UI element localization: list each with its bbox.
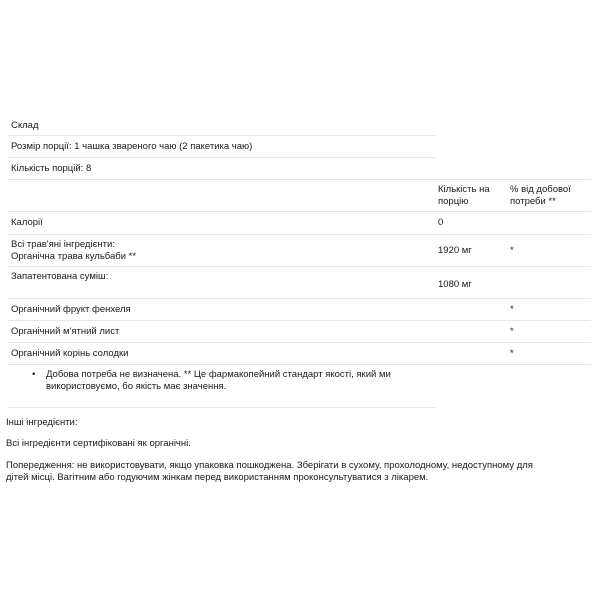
footnote-bullet: • bbox=[32, 369, 36, 380]
divider bbox=[8, 157, 436, 158]
divider bbox=[8, 298, 591, 299]
row-amount: 0 bbox=[438, 217, 444, 228]
divider bbox=[8, 135, 436, 136]
row-name: Органічний корінь солодки bbox=[11, 348, 129, 359]
divider bbox=[8, 211, 591, 212]
divider bbox=[8, 179, 591, 180]
facts-heading: Склад bbox=[11, 120, 39, 131]
servings-count: Кількість порцій: 8 bbox=[11, 163, 92, 174]
col-dv-header-1: % від добової bbox=[510, 184, 571, 195]
row-name-2: Органічна трава кульбаби ** bbox=[11, 251, 137, 262]
row-dv: * bbox=[510, 348, 514, 359]
other-ingredients-label: Інші інгредієнти: bbox=[6, 417, 78, 428]
col-amount-header-2: порцію bbox=[438, 196, 469, 207]
other-ingredients-text: Всі інгредієнти сертифіковані як органічні. bbox=[6, 438, 191, 449]
divider bbox=[8, 407, 436, 408]
row-amount: 1920 мг bbox=[438, 245, 472, 256]
row-name: Запатентована суміш: bbox=[11, 271, 109, 282]
warning-line-1: Попередження: не використовувати, якщо упаковка пошкоджена. Зберігати в сухому, прохолодному, недоступному для bbox=[6, 460, 533, 471]
divider bbox=[8, 364, 591, 365]
divider bbox=[8, 234, 591, 235]
warning-line-2: дітей місці. Вагітним або годуючим жінкам перед використанням проконсультуватися з лікарем. bbox=[6, 472, 429, 483]
divider bbox=[8, 266, 591, 267]
row-dv: * bbox=[510, 245, 514, 256]
divider bbox=[8, 320, 591, 321]
row-amount: 1080 мг bbox=[438, 279, 472, 290]
row-dv: * bbox=[510, 326, 514, 337]
divider bbox=[8, 342, 591, 343]
col-amount-header-1: Кількість на bbox=[438, 184, 490, 195]
serving-size: Розмір порції: 1 чашка звареного чаю (2 пакетика чаю) bbox=[11, 141, 253, 152]
row-name: Органічний фрукт фенхеля bbox=[11, 304, 131, 315]
row-name: Калорії bbox=[11, 217, 43, 228]
row-dv: * bbox=[510, 304, 514, 315]
row-name: Органічний м'ятний лист bbox=[11, 326, 120, 337]
row-name: Всі трав'яні інгредієнти: bbox=[11, 239, 115, 250]
footnote: Добова потреба не визначена. ** Це фармакопейний стандарт якості, який ми використовуємо, бо якість має значення. bbox=[46, 369, 391, 392]
col-dv-header-2: потреби ** bbox=[510, 196, 556, 207]
